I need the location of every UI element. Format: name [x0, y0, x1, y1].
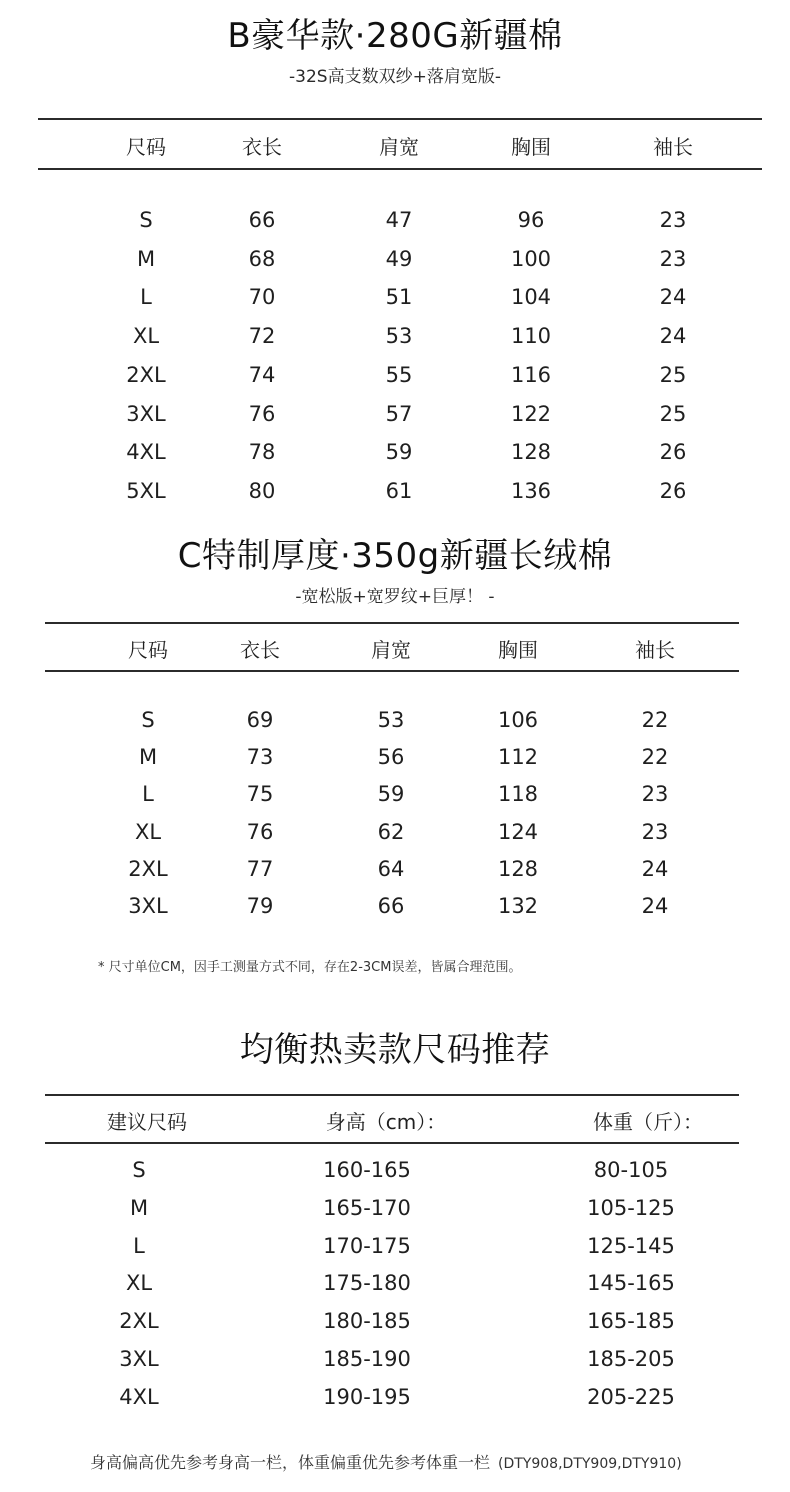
table-c-cell: L — [142, 782, 154, 807]
table-b-cell: 24 — [659, 285, 687, 310]
recommend-cell: 190-195 — [323, 1384, 411, 1409]
table-c-cell: 69 — [246, 708, 274, 732]
table-c-cell: 79 — [246, 894, 274, 918]
table-c-cell: 128 — [497, 856, 539, 881]
table-b-cell: 2XL — [126, 362, 166, 387]
table-b-cell: 3XL — [126, 401, 166, 426]
table-c-header-cell: 尺码 — [128, 638, 168, 662]
table-c-top-rule — [45, 622, 739, 624]
recommend-header-cell: 身高（cm）： — [325, 1110, 447, 1134]
table-c-header-rule — [45, 670, 739, 672]
recommend-cell: M — [129, 1195, 149, 1220]
recommend-cell: 180-185 — [323, 1309, 411, 1334]
table-c-cell: 76 — [246, 819, 274, 844]
table-c-cell: 106 — [497, 708, 539, 732]
table-c-cell: 75 — [246, 782, 274, 807]
footer-text: 身高偏高优先参考身高一栏，体重偏重优先参考体重一栏 — [90, 1453, 491, 1472]
table-b-cell: 24 — [659, 324, 687, 349]
table-b-cell: 68 — [248, 246, 276, 271]
table-c-cell: S — [141, 708, 155, 732]
table-b-cell: 61 — [385, 478, 413, 503]
recommend-cell: 80-105 — [593, 1158, 669, 1182]
table-c-cell: 124 — [497, 819, 539, 844]
table-b-top-rule — [38, 118, 762, 120]
table-b-cell: 96 — [517, 208, 545, 232]
table-c-cell: 22 — [641, 708, 669, 732]
table-c-cell: 23 — [641, 819, 669, 844]
table-b-cell: 66 — [248, 208, 276, 232]
table-b-cell: 78 — [248, 440, 276, 465]
table-b-title: B豪华款·280G新疆棉 — [227, 16, 563, 56]
recommend-top-rule — [45, 1094, 739, 1096]
table-b-cell: XL — [132, 324, 160, 349]
table-c-cell: 118 — [497, 782, 539, 807]
table-c-subtitle: -宽松版+宽罗纹+巨厚！ - — [295, 587, 495, 607]
table-c-cell: 112 — [497, 745, 539, 770]
table-c-cell: 64 — [377, 856, 405, 881]
recommend-cell: 185-190 — [323, 1347, 411, 1371]
table-c-cell: XL — [134, 819, 162, 844]
table-b-cell: 25 — [659, 362, 687, 387]
table-b-cell: 128 — [510, 440, 552, 465]
table-b-cell: 5XL — [126, 478, 166, 503]
table-b-cell: 23 — [659, 208, 687, 232]
recommend-header-rule — [45, 1142, 739, 1144]
table-c-cell: 62 — [377, 819, 405, 844]
table-c-header-cell: 胸围 — [498, 638, 538, 662]
recommend-cell: 165-185 — [587, 1309, 675, 1334]
table-b-cell: 136 — [510, 478, 552, 503]
table-b-cell: 74 — [248, 362, 276, 387]
table-b-cell: 51 — [385, 285, 413, 310]
table-c-cell: 56 — [377, 745, 405, 770]
table-c-cell: 73 — [246, 745, 274, 770]
table-b-cell: 26 — [659, 478, 687, 503]
recommend-cell: 4XL — [119, 1384, 159, 1409]
recommend-cell: 160-165 — [323, 1158, 411, 1182]
table-b-header-cell: 肩宽 — [379, 135, 419, 159]
table-c-title: C特制厚度·350g新疆长绒棉 — [177, 536, 613, 576]
table-b-cell: 25 — [659, 401, 687, 426]
table-b-cell: 55 — [385, 362, 413, 387]
table-c-cell: 24 — [641, 856, 669, 881]
table-c-cell: 22 — [641, 745, 669, 770]
table-c-cell: 77 — [246, 856, 274, 881]
table-b-cell: 26 — [659, 440, 687, 465]
table-b-cell: 110 — [510, 324, 552, 349]
table-b-cell: 57 — [385, 401, 413, 426]
recommend-cell: 185-205 — [587, 1347, 675, 1371]
table-b-cell: 53 — [385, 324, 413, 349]
table-b-header-cell: 胸围 — [511, 135, 551, 159]
table-b-cell: 100 — [510, 246, 552, 271]
recommend-footer — [90, 1450, 682, 1473]
table-b-cell: 72 — [248, 324, 276, 349]
table-c-cell: 132 — [497, 894, 539, 918]
recommend-title: 均衡热卖款尺码推荐 — [239, 1030, 551, 1070]
table-b-cell: 76 — [248, 401, 276, 426]
table-c-header-cell: 肩宽 — [371, 638, 411, 662]
table-b-cell: L — [140, 285, 152, 310]
recommend-cell: XL — [125, 1271, 153, 1296]
table-c-cell: 59 — [377, 782, 405, 807]
recommend-cell: 3XL — [119, 1347, 159, 1371]
table-c-header-cell: 衣长 — [240, 638, 280, 662]
recommend-cell: 125-145 — [587, 1233, 675, 1258]
recommend-cell: 205-225 — [587, 1384, 675, 1409]
recommend-header-cell: 体重（斤）： — [593, 1110, 703, 1134]
recommend-cell: 170-175 — [323, 1233, 411, 1258]
table-b-cell: 80 — [248, 478, 276, 503]
table-b-cell: 4XL — [126, 440, 166, 465]
table-c-cell: 3XL — [128, 894, 168, 918]
recommend-cell: 175-180 — [323, 1271, 411, 1296]
table-b-cell: M — [136, 246, 156, 271]
table-b-header-cell: 袖长 — [653, 135, 693, 159]
recommend-cell: 2XL — [119, 1309, 159, 1334]
table-b-header-cell: 衣长 — [242, 135, 282, 159]
table-b-cell: S — [139, 208, 153, 232]
table-b-cell: 104 — [510, 285, 552, 310]
table-b-cell: 23 — [659, 246, 687, 271]
table-b-cell: 49 — [385, 246, 413, 271]
recommend-header-cell: 建议尺码 — [107, 1110, 187, 1134]
recommend-cell: 105-125 — [587, 1195, 675, 1220]
recommend-cell: 165-170 — [323, 1195, 411, 1220]
footer-codes: (DTY908,DTY909,DTY910) — [498, 1456, 682, 1472]
table-b-header-rule — [38, 168, 762, 170]
table-b-subtitle: -32S高支数双纱+落肩宽版- — [289, 67, 501, 87]
recommend-cell: L — [133, 1233, 145, 1258]
table-b-cell: 70 — [248, 285, 276, 310]
measurement-note: * 尺寸单位CM，因手工测量方式不同，存在2-3CM误差，皆属合理范围。 — [98, 960, 522, 975]
table-c-cell: 2XL — [128, 856, 168, 881]
recommend-cell: S — [132, 1158, 146, 1182]
table-c-cell: 66 — [377, 894, 405, 918]
table-b-cell: 116 — [510, 362, 552, 387]
recommend-cell: 145-165 — [587, 1271, 675, 1296]
table-c-header-cell: 袖长 — [635, 638, 675, 662]
table-b-header-cell: 尺码 — [126, 135, 166, 159]
table-b-cell: 122 — [510, 401, 552, 426]
table-c-cell: 23 — [641, 782, 669, 807]
table-c-cell: 53 — [377, 708, 405, 732]
table-c-cell: 24 — [641, 894, 669, 918]
table-b-cell: 59 — [385, 440, 413, 465]
table-b-cell: 47 — [385, 208, 413, 232]
table-c-cell: M — [138, 745, 158, 770]
